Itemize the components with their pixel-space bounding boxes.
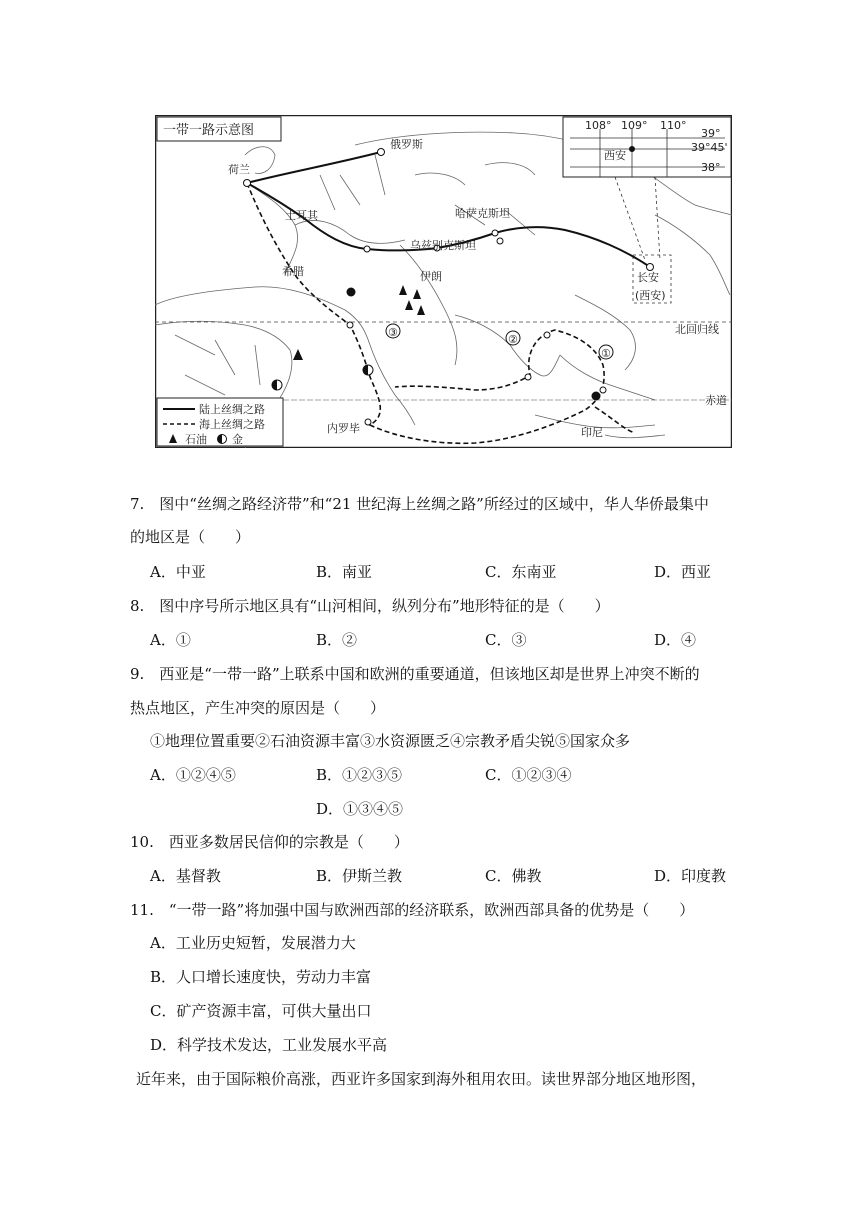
q11-option-c[interactable]: C．矿产资源丰富，可供大量出口: [150, 1002, 372, 1020]
q7-option-c[interactable]: C．东南亚: [485, 563, 557, 581]
lat-38-label: 38°: [701, 161, 721, 174]
turkey-label: 土耳其: [285, 209, 318, 222]
q8-line1: 8. 图中序号所示地区具有“山河相间，纵列分布”地形特征的是（ ）: [130, 597, 610, 615]
q9-statements: ①地理位置重要②石油资源丰富③水资源匮乏④宗教矛盾尖锐⑤国家众多: [150, 732, 631, 750]
q9-option-d[interactable]: D．①③④⑤: [316, 800, 404, 818]
russia-label: 俄罗斯: [390, 138, 423, 151]
q8-option-a[interactable]: A．①: [150, 631, 191, 649]
equator-label: 赤道: [705, 394, 727, 407]
q8-option-d[interactable]: D．④: [654, 631, 697, 649]
legend-oil: 石油: [185, 433, 207, 446]
q7-line2: 的地区是（ ）: [130, 528, 251, 546]
map-title: 一带一路示意图: [163, 123, 255, 138]
q7-option-a[interactable]: A．中亚: [150, 563, 206, 581]
q9-line2: 热点地区，产生冲突的原因是（ ）: [130, 699, 386, 717]
lon-108-label: 108°: [585, 119, 612, 132]
greece-label: 希腊: [282, 265, 304, 278]
q10-line1: 10. 西亚多数居民信仰的宗教是（ ）: [130, 833, 409, 851]
xian-paren-label: (西安): [635, 289, 666, 302]
netherlands-label: 荷兰: [228, 163, 250, 176]
lon-109-label: 109°: [621, 119, 648, 132]
q8-option-c[interactable]: C．③: [485, 631, 527, 649]
legend-land-route: 陆上丝绸之路: [199, 403, 265, 416]
q9-option-b[interactable]: B．①②③⑤: [316, 766, 403, 784]
map-legend: [157, 398, 283, 446]
kazakhstan-label: 哈萨克斯坦: [455, 207, 510, 220]
nairobi-label: 内罗毕: [327, 422, 360, 435]
intro-paragraph: 近年来，由于国际粮价高涨，西亚许多国家到海外租用农田。读世界部分地区地形图，: [136, 1070, 707, 1088]
q11-line1: 11. “一带一路”将加强中国与欧洲西部的经济联系，欧洲西部具备的优势是（ ）: [130, 901, 695, 919]
tropic-label: 北回归线: [675, 323, 719, 336]
region-1-marker: ①: [601, 347, 611, 360]
region-3-marker: ③: [388, 326, 398, 339]
q10-option-d[interactable]: D．印度教: [654, 867, 727, 885]
region-2-marker: ②: [508, 333, 518, 346]
q9-option-c[interactable]: C．①②③④: [485, 766, 572, 784]
legend-sea-route: 海上丝绸之路: [199, 418, 265, 431]
inset-xian-label: 西安: [604, 149, 626, 162]
silk-road-map: [155, 115, 732, 448]
q9-option-a[interactable]: A．①②④⑤: [150, 766, 236, 784]
q10-option-c[interactable]: C．佛教: [485, 867, 542, 885]
q8-option-b[interactable]: B．②: [316, 631, 358, 649]
iran-label: 伊朗: [420, 270, 442, 283]
q9-line1: 9. 西亚是“一带一路”上联系中国和欧洲的重要通道，但该地区却是世界上冲突不断的: [130, 665, 700, 683]
uzbekistan-label: 乌兹别克斯坦: [410, 239, 476, 252]
q11-option-b[interactable]: B．人口增长速度快，劳动力丰富: [150, 968, 372, 986]
changan-label: 长安: [637, 271, 659, 284]
xian-inset: [563, 117, 731, 177]
lat-39-label: 39°: [701, 127, 721, 140]
q11-option-d[interactable]: D．科学技术发达，工业发展水平高: [150, 1036, 388, 1054]
lon-110-label: 110°: [660, 119, 687, 132]
legend-gold-icon: [218, 435, 227, 444]
q7-option-b[interactable]: B．南亚: [316, 563, 373, 581]
q7-option-d[interactable]: D．西亚: [654, 563, 712, 581]
legend-gold: 金: [232, 433, 243, 446]
q10-option-a[interactable]: A．基督教: [150, 867, 221, 885]
lat-3945-label: 39°45': [691, 141, 728, 154]
q10-option-b[interactable]: B．伊斯兰教: [316, 867, 403, 885]
q11-option-a[interactable]: A．工业历史短暂，发展潜力大: [150, 934, 356, 952]
q7-line1: 7. 图中“丝绸之路经济带”和“21 世纪海上丝绸之路”所经过的区域中，华人华侨最集中: [130, 495, 709, 513]
indonesia-label: 印尼: [581, 426, 603, 439]
